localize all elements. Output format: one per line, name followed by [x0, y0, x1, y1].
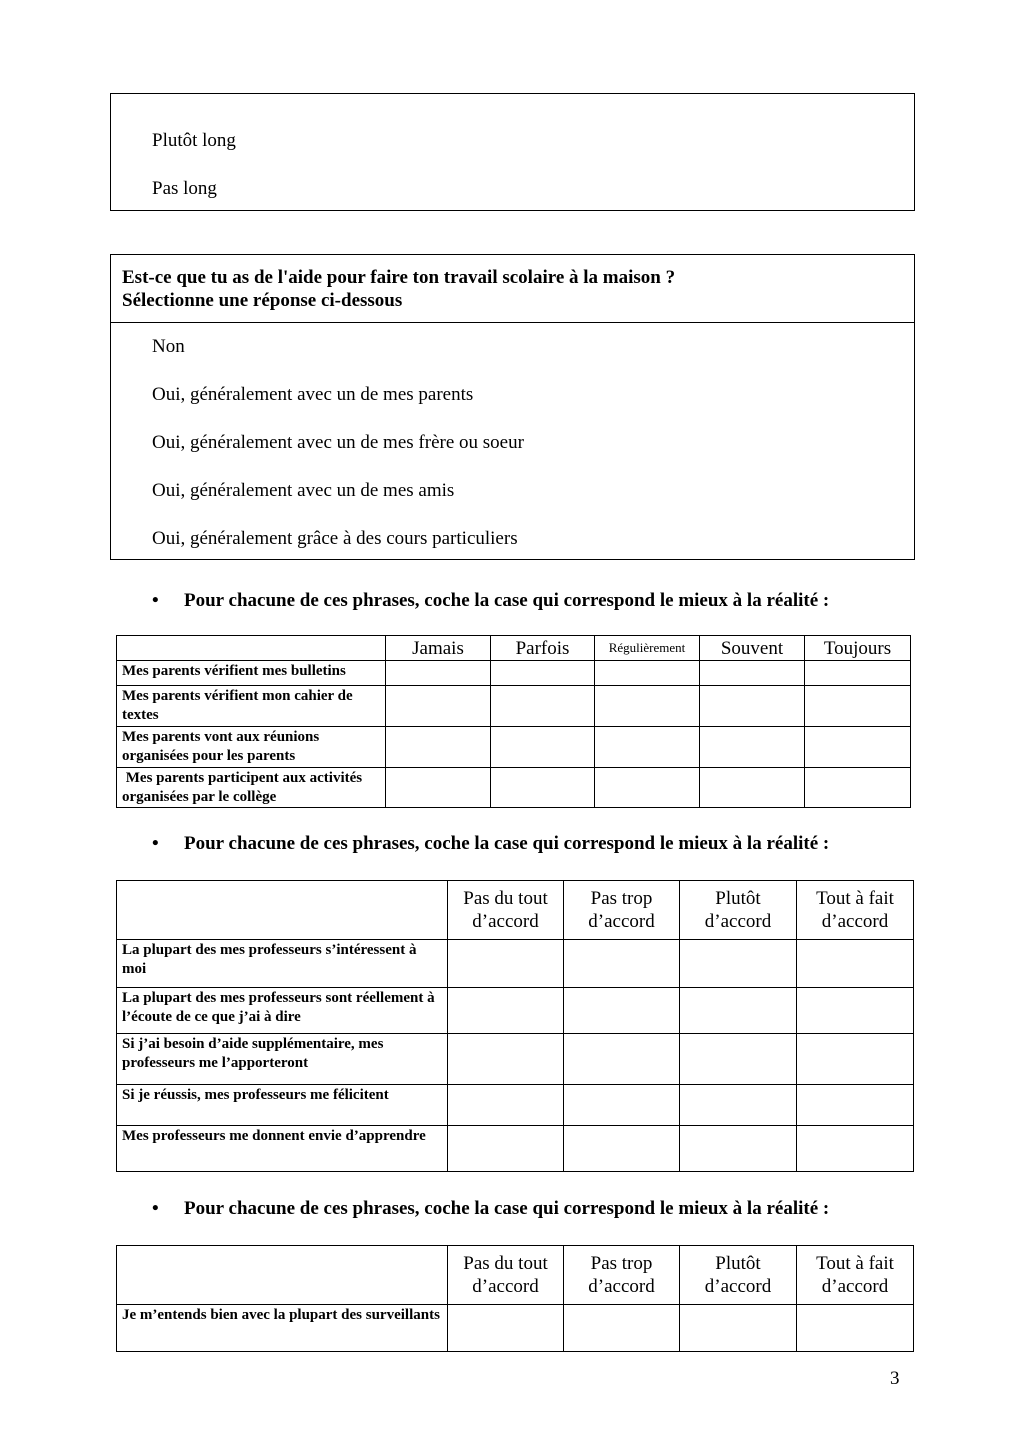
- checkbox-cell[interactable]: [680, 1305, 797, 1352]
- checkbox-cell[interactable]: [386, 661, 491, 686]
- column-header: Toujours: [805, 636, 911, 661]
- checkbox-cell[interactable]: [700, 727, 805, 768]
- help-question-title: Est-ce que tu as de l'aide pour faire ton travail scolaire à la maison ?: [122, 267, 676, 288]
- checkbox-cell[interactable]: [595, 661, 700, 686]
- teachers-agreement-table: [116, 880, 914, 1172]
- checkbox-cell[interactable]: [680, 940, 797, 988]
- column-header: Pas du tout d’accord: [448, 1246, 564, 1305]
- checkbox-cell[interactable]: [805, 727, 911, 768]
- column-header: Pas du tout d’accord: [448, 881, 564, 940]
- checkbox-cell[interactable]: [700, 686, 805, 727]
- checkbox-cell[interactable]: [491, 686, 595, 727]
- row-label: La plupart des mes professeurs sont réellement à l’écoute de ce que j’ai à dire: [117, 988, 448, 1034]
- column-header: Parfois: [491, 636, 595, 661]
- row-label: Mes parents vérifient mon cahier de textes: [117, 686, 386, 727]
- help-option[interactable]: Oui, généralement avec un de mes frère ou soeur: [152, 432, 524, 453]
- row-label: Je m’entends bien avec la plupart des surveillants: [117, 1305, 448, 1352]
- option-plutot-long[interactable]: Plutôt long: [152, 130, 236, 151]
- row-label: Si je réussis, mes professeurs me félicitent: [117, 1085, 448, 1126]
- header-empty-cell: [117, 636, 386, 661]
- checkbox-cell[interactable]: [448, 1305, 564, 1352]
- supervisors-agreement-table: [116, 1245, 914, 1352]
- checkbox-cell[interactable]: [797, 1305, 914, 1352]
- checkbox-cell[interactable]: [797, 1126, 914, 1172]
- instruction-bullet: [152, 832, 829, 856]
- help-question-subtitle: Sélectionne une réponse ci-dessous: [122, 290, 403, 311]
- checkbox-cell[interactable]: [564, 1305, 680, 1352]
- instruction-bullet: [152, 1197, 829, 1221]
- checkbox-cell[interactable]: [448, 1034, 564, 1085]
- help-option[interactable]: Non: [152, 336, 185, 357]
- bullet-icon: •: [152, 833, 159, 854]
- previous-question-box: [110, 93, 915, 211]
- header-empty-cell: [117, 1246, 448, 1305]
- checkbox-cell[interactable]: [564, 940, 680, 988]
- column-header: Jamais: [386, 636, 491, 661]
- row-label: Mes parents vérifient mes bulletins: [117, 661, 386, 686]
- bullet-icon: •: [152, 590, 159, 611]
- column-header: Pas trop d’accord: [564, 881, 680, 940]
- checkbox-cell[interactable]: [700, 768, 805, 808]
- column-header: Tout à fait d’accord: [797, 1246, 914, 1305]
- checkbox-cell[interactable]: [595, 727, 700, 768]
- checkbox-cell[interactable]: [491, 661, 595, 686]
- checkbox-cell[interactable]: [797, 1034, 914, 1085]
- column-header: Pas trop d’accord: [564, 1246, 680, 1305]
- help-question-header: [111, 255, 914, 323]
- checkbox-cell[interactable]: [448, 1085, 564, 1126]
- checkbox-cell[interactable]: [564, 1085, 680, 1126]
- checkbox-cell[interactable]: [680, 988, 797, 1034]
- checkbox-cell[interactable]: [595, 768, 700, 808]
- help-option[interactable]: Oui, généralement avec un de mes amis: [152, 480, 455, 501]
- help-option[interactable]: Oui, généralement avec un de mes parents: [152, 384, 474, 405]
- checkbox-cell[interactable]: [700, 661, 805, 686]
- column-header: Tout à fait d’accord: [797, 881, 914, 940]
- checkbox-cell[interactable]: [680, 1034, 797, 1085]
- checkbox-cell[interactable]: [805, 686, 911, 727]
- checkbox-cell[interactable]: [797, 1085, 914, 1126]
- column-header: Souvent: [700, 636, 805, 661]
- checkbox-cell[interactable]: [805, 768, 911, 808]
- checkbox-cell[interactable]: [595, 686, 700, 727]
- checkbox-cell[interactable]: [448, 1126, 564, 1172]
- column-header: Plutôt d’accord: [680, 881, 797, 940]
- checkbox-cell[interactable]: [805, 661, 911, 686]
- checkbox-cell[interactable]: [448, 940, 564, 988]
- column-header: Plutôt d’accord: [680, 1246, 797, 1305]
- row-label: Mes parents participent aux activités organisées par le collège: [117, 768, 386, 808]
- page-number: 3: [890, 1368, 900, 1389]
- option-pas-long[interactable]: Pas long: [152, 178, 217, 199]
- checkbox-cell[interactable]: [491, 768, 595, 808]
- instruction-text: Pour chacune de ces phrases, coche la case qui correspond le mieux à la réalité :: [184, 590, 830, 611]
- instruction-bullet: [152, 589, 829, 613]
- checkbox-cell[interactable]: [797, 988, 914, 1034]
- checkbox-cell[interactable]: [797, 940, 914, 988]
- checkbox-cell[interactable]: [564, 1034, 680, 1085]
- instruction-text: Pour chacune de ces phrases, coche la case qui correspond le mieux à la réalité :: [184, 833, 830, 854]
- checkbox-cell[interactable]: [386, 686, 491, 727]
- checkbox-cell[interactable]: [386, 768, 491, 808]
- checkbox-cell[interactable]: [680, 1085, 797, 1126]
- row-label: Mes parents vont aux réunions organisées pour les parents: [117, 727, 386, 768]
- instruction-text: Pour chacune de ces phrases, coche la case qui correspond le mieux à la réalité :: [184, 1198, 830, 1219]
- help-question-box: [110, 254, 915, 560]
- checkbox-cell[interactable]: [491, 727, 595, 768]
- checkbox-cell[interactable]: [386, 727, 491, 768]
- checkbox-cell[interactable]: [564, 1126, 680, 1172]
- checkbox-cell[interactable]: [680, 1126, 797, 1172]
- row-label: Si j’ai besoin d’aide supplémentaire, mes professeurs me l’apporteront: [117, 1034, 448, 1085]
- row-label: Mes professeurs me donnent envie d’apprendre: [117, 1126, 448, 1172]
- row-label: La plupart des mes professeurs s’intéressent à moi: [117, 940, 448, 988]
- checkbox-cell[interactable]: [564, 988, 680, 1034]
- column-header: Régulièrement: [595, 636, 700, 661]
- help-option[interactable]: Oui, généralement grâce à des cours particuliers: [152, 528, 518, 549]
- checkbox-cell[interactable]: [448, 988, 564, 1034]
- bullet-icon: •: [152, 1198, 159, 1219]
- parents-frequency-table: [116, 635, 911, 808]
- header-empty-cell: [117, 881, 448, 940]
